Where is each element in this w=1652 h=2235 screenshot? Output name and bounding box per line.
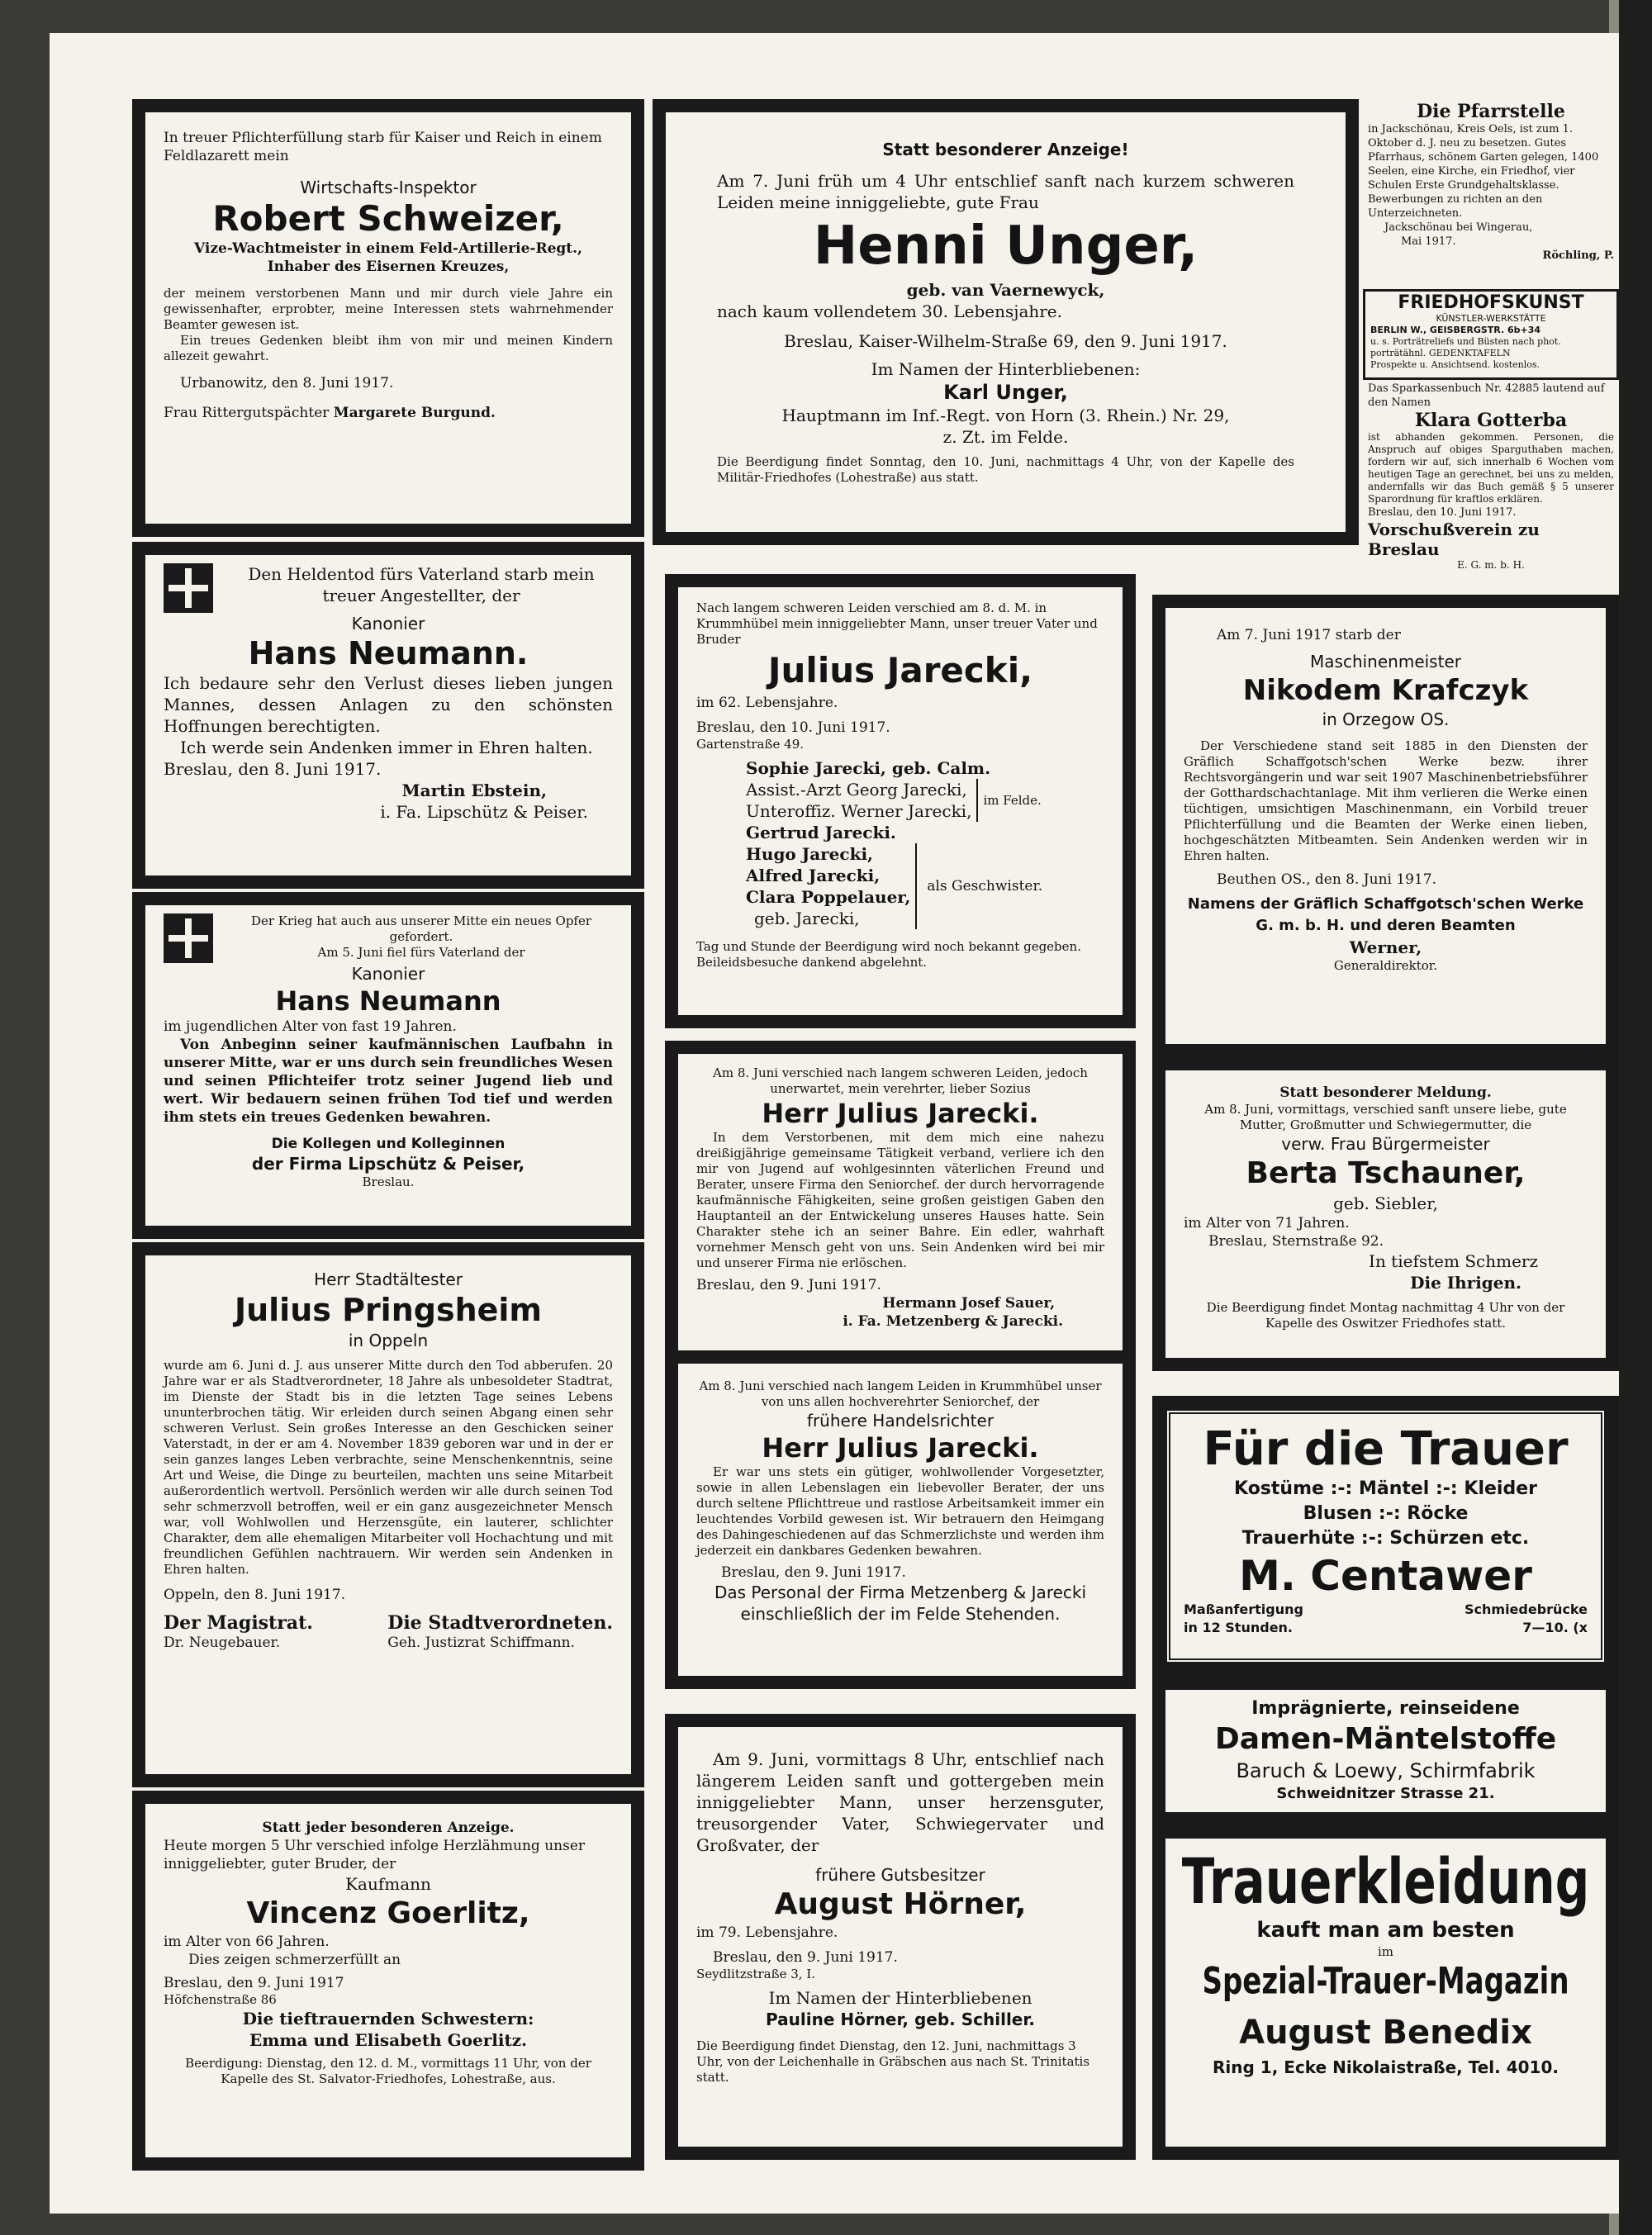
notice-text: Heute morgen 5 Uhr verschied infolge Herzlähmung unser inniggeliebter, guter Bruder, der — [164, 1838, 585, 1872]
notice-place-1: in Orzegow OS. — [1322, 709, 1450, 729]
notice-jarecki-personal — [665, 1350, 1136, 1689]
notice-place: Beuthen OS., den 8. Juni 1917. — [1217, 871, 1437, 888]
ad-header: Trauerkleidung — [1181, 1844, 1590, 1919]
notice-firm: i. Fa. Lipschütz & Peiser. — [380, 802, 588, 822]
notice-signature: Die tieftrauernden Schwestern: — [242, 2009, 534, 2029]
notice-title: frühere Handelsrichter — [806, 1411, 995, 1431]
notice-text: Am 8. Juni, vormittags, verschied sanft unsere liebe, gute Mutter, Großmutter und Schwiegermutter, die — [1204, 1102, 1567, 1132]
family-note-2: als Geschwister. — [927, 878, 1043, 894]
notice-born: geb. van Vaernewyck, — [906, 280, 1105, 300]
notice-signature: Röchling, P. — [1542, 249, 1614, 262]
notice-intro-2: Am 5. Juni fiel fürs Vaterland der — [317, 945, 525, 960]
notice-body: Er war uns stets ein gütiger, wohlwollender Vorgesetzter, sowie in allen Lebenslagen ein liebevoller Berater, der uns durch seltene Pflichttreue und rastlose Arbeitsamkeit immer ein leuchtendes Vorbild gewesen ist. Wir betrauern den Heimgang des Dahingeschiedenen auf das Schmerzlichste und werden ihm jederzeit ein dankbares Gedenken bewahren. — [696, 1464, 1104, 1558]
notice-age: im 79. Lebensjahre. — [696, 1924, 838, 1941]
notice-text-2: Ein treues Gedenken bleibt ihm von mir und meinen Kindern allezeit gewahrt. — [164, 333, 613, 363]
notice-place: Breslau, den 10. Juni 1917. — [696, 719, 890, 736]
notice-line: Im Namen der Hinterbliebenen — [768, 1988, 1032, 2008]
family-member: Clara Poppelauer, — [746, 887, 911, 907]
book-binding — [1619, 0, 1652, 2235]
notice-age: im 62. Lebensjahre. — [696, 695, 838, 711]
notice-title: frühere Gutsbesitzer — [815, 1865, 985, 1885]
ad-baruch-loewy — [1152, 1677, 1619, 1825]
notice-signature: Das Personal der Firma Metzenberg & Jarecki — [714, 1583, 1087, 1602]
ad-centawer — [1152, 1396, 1619, 1677]
notice-text: Am 7. Juni 1917 starb der — [1217, 627, 1401, 643]
notice-signature: Martin Ebstein, — [401, 781, 547, 800]
notice-place: Breslau, Sternstraße 92. — [1208, 1233, 1384, 1250]
notice-schweizer — [132, 99, 644, 537]
signature-name: Margarete Burgund. — [333, 405, 496, 421]
notice-title: Maschinenmeister — [1310, 652, 1461, 671]
ad-line: Spezial-Trauer-Magazin — [1202, 1960, 1569, 2003]
ad-line: KÜNSTLER-WERKSTÄTTE — [1436, 313, 1546, 324]
notice-date: Oppeln, den 8. Juni 1917. — [164, 1587, 346, 1603]
notice-signature: Namens der Gräflich Schaffgotsch'schen Werke — [1187, 895, 1584, 913]
notice-title: Herr Stadtältester — [314, 1269, 463, 1289]
notice-age: im Alter von 71 Jahren. — [1184, 1215, 1350, 1231]
signature-prefix: Frau Rittergutspächter — [164, 405, 330, 421]
iron-cross-icon — [164, 563, 213, 613]
notice-header: Statt besonderer Anzeige! — [882, 140, 1129, 159]
notice-pfarrstelle — [1363, 99, 1619, 289]
notice-place-1: in Oppeln — [348, 1331, 429, 1350]
ad-header: Damen-Mäntelstoffe — [1214, 1722, 1557, 1756]
notice-signature: Vorschußverein zu Breslau — [1368, 520, 1540, 559]
notice-burial: Beerdigung: Dienstag, den 12. d. M., vormittags 11 Uhr, von der Kapelle des St. Salvator-Friedhofes, Lohestraße, aus. — [185, 2056, 591, 2086]
ad-line: u. s. Porträtreliefs und Büsten nach phot. porträtähnl. GEDENKTAFELN — [1370, 336, 1561, 358]
notice-place: Breslau. — [362, 1174, 415, 1189]
ad-line: im — [1377, 1944, 1394, 1959]
notice-intro: Den Heldentod fürs Vaterland starb mein treuer Angestellter, der — [248, 564, 595, 605]
notice-place: Breslau, den 9. Juni 1917. — [721, 1564, 906, 1581]
signature-magistrat: Der Magistrat. — [164, 1612, 313, 1634]
notice-text: Am 8. Juni verschied nach langem Leiden in Krummhübel unser von uns allen hochverehrter Seniorchef, der — [699, 1378, 1102, 1409]
notice-signature: Karl Unger, — [943, 381, 1068, 404]
notice-address: Höfchenstraße 86 — [164, 1992, 277, 2007]
notice-date: Mai 1917. — [1401, 235, 1456, 248]
notice-header: Statt besonderer Meldung. — [1279, 1084, 1492, 1101]
notice-name: Henni Unger, — [813, 216, 1199, 277]
notice-hoerner — [665, 1714, 1136, 2160]
notice-text: Am 7. Juni früh um 4 Uhr entschlief sanft nach kurzem schweren Leiden meine inniggeliebte, gute Frau — [717, 171, 1294, 212]
notice-place: Breslau, den 9. Juni 1917. — [713, 1949, 898, 1966]
notice-firm: i. Fa. Metzenberg & Jarecki. — [843, 1313, 1063, 1330]
notice-signature-2: einschließlich der im Felde Stehenden. — [740, 1604, 1061, 1624]
notice-text: in Jackschönau, Kreis Oels, ist zum 1. Oktober d. J. neu zu besetzen. Gutes Pfarrhaus, schönem Garten gelegen, 1400 Seelen, eine Kirche, ein Friedhof, vier Schulen Erste Grundgehaltsklasse. Bewerbungen zu richten an den Unterzeichneten. — [1368, 123, 1599, 220]
ad-mark: (x — [1573, 1620, 1588, 1635]
family-member: Assist.-Arzt Georg Jarecki, — [746, 780, 967, 800]
family-member: Sophie Jarecki, geb. Calm. — [746, 758, 991, 778]
notice-name: Herr Julius Jarecki. — [762, 1098, 1039, 1129]
notice-signature-2: Emma und Elisabeth Goerlitz. — [249, 2030, 528, 2050]
notice-text: Ich bedaure sehr den Verlust dieses lieben jungen Mannes, dessen Anlagen zu den schönsten Hoffnungen berechtigten. — [164, 673, 613, 736]
notice-line: Dies zeigen schmerzerfüllt an — [188, 1952, 401, 1968]
notice-signature-2: G. m. b. H. und deren Beamten — [1256, 917, 1516, 934]
ad-line: Kostüme :-: Mäntel :-: Kleider — [1234, 1478, 1537, 1499]
signature-magistrat-name: Dr. Neugebauer. — [164, 1635, 281, 1651]
notice-field: z. Zt. im Felde. — [942, 427, 1069, 447]
notice-name: August Hörner, — [774, 1887, 1027, 1921]
notice-title: Kaufmann — [345, 1874, 431, 1894]
ad-line: in 12 Stunden. — [1184, 1620, 1294, 1635]
ad-header: FRIEDHOFSKUNST — [1398, 292, 1584, 313]
notice-signature: Die Kollegen und Kolleginnen — [271, 1136, 506, 1152]
notice-name: Hans Neumann. — [248, 635, 529, 671]
notice-neumann-1 — [132, 542, 644, 889]
notice-age: im jugendlichen Alter von fast 19 Jahren. — [164, 1018, 457, 1035]
newspaper-page — [50, 33, 1619, 2214]
notice-title: Kanonier — [351, 964, 425, 984]
notice-rank: Vize-Wachtmeister in einem Feld-Artillerie-Regt., — [194, 240, 582, 257]
notice-body: Der Verschiedene stand seit 1885 in den Diensten der Gräflich Schaffgotsch'schen Werke bezw. ihrer Rechtsvorgängerin und war seit 1907 Maschinenbetriebsführer der Gotthardschachtanlage. Mit ihm verlieren die Werke einen tüchtigen, umsichtigen Maschinenmann, ein Vorbild treuer Pflichterfüllung und die Beamten der Werke einen lieben, hochgeschätzten Mitbeamten. Sein Andenken werden wir in Ehren halten. — [1184, 738, 1588, 863]
notice-intro: In treuer Pflichterfüllung starb für Kaiser und Reich in einem Feldlazarett mein — [164, 130, 602, 164]
notice-gotterba — [1363, 380, 1619, 570]
notice-burial: Die Beerdigung findet Montag nachmittag 4 Uhr von der Kapelle des Oswitzer Friedhofes statt. — [1206, 1300, 1565, 1331]
family-member: Alfred Jarecki, — [746, 866, 881, 885]
ad-line: BERLIN W., GEISBERGSTR. 6b+34 — [1370, 325, 1541, 335]
notice-signature: Hermann Josef Sauer, — [882, 1295, 1055, 1312]
notice-goerlitz — [132, 1791, 644, 2171]
notice-text: Das Sparkassenbuch Nr. 42885 lautend auf den Namen — [1368, 382, 1605, 409]
notice-signature-3: Werner, — [1349, 937, 1422, 957]
notice-name: Nikodem Krafczyk — [1242, 674, 1529, 707]
notice-name: Vincenz Goerlitz, — [246, 1896, 530, 1930]
notice-neumann-2 — [132, 892, 644, 1239]
notice-age: im Alter von 66 Jahren. — [164, 1934, 330, 1950]
notice-text: Am 9. Juni, vormittags 8 Uhr, entschlief nach längerem Leiden sanft und gottergeben mein inniggeliebter Mann, unser herzensguter, treusorgender Vater, Schwiegervater und Großvater, der — [696, 1749, 1104, 1855]
notice-name: Robert Schweizer, — [212, 198, 564, 239]
notice-name: Julius Pringsheim — [234, 1292, 543, 1328]
notice-name: Herr Julius Jarecki. — [762, 1432, 1039, 1464]
notice-address: Seydlitzstraße 3, I. — [696, 1967, 816, 1981]
notice-signature: Pauline Hörner, geb. Schiller. — [766, 2010, 1035, 2029]
family-member: Gertrud Jarecki. — [746, 823, 896, 842]
ad-benedix — [1152, 1825, 1619, 2160]
notice-tschauner — [1152, 1057, 1619, 1371]
notice-text: Nach langem schweren Leiden verschied am 8. d. M. in Krummhübel mein inniggeliebter Mann, unser treuer Vater und Bruder — [696, 600, 1098, 647]
notice-signature — [164, 404, 613, 422]
notice-firm: der Firma Lipschütz & Peiser, — [251, 1154, 525, 1174]
notice-place: Breslau, Kaiser-Wilhelm-Straße 69, den 9. Juni 1917. — [784, 331, 1227, 351]
notice-jarecki-sozius — [665, 1041, 1136, 1371]
notice-text-2: Ich werde sein Andenken immer in Ehren halten. — [180, 738, 593, 757]
signature-stadtverordnete-name: Geh. Justizrat Schiffmann. — [387, 1635, 576, 1651]
notice-text: Am 8. Juni verschied nach langem schweren Leiden, jedoch unerwartet, mein verehrter, lieber Sozius — [713, 1065, 1088, 1096]
ad-address: Ring 1, Ecke Nikolaistraße, Tel. 4010. — [1213, 2057, 1559, 2077]
notice-line: In tiefstem Schmerz — [1369, 1251, 1538, 1271]
signature-stadtverordnete: Die Stadtverordneten. — [387, 1612, 613, 1634]
notice-place: Urbanowitz, den 8. Juni 1917. — [180, 375, 394, 391]
ad-line: Blusen :-: Röcke — [1303, 1503, 1469, 1524]
notice-born: geb. Siebler, — [1333, 1193, 1438, 1213]
ad-line: Schweidnitzer Strasse 21. — [1276, 1785, 1495, 1802]
ad-line: kauft man am besten — [1256, 1918, 1515, 1943]
notice-header: Die Pfarrstelle — [1417, 101, 1565, 122]
notice-text: Von Anbeginn seiner kaufmännischen Laufbahn in unserer Mitte, war er uns durch sein freundliches Wesen und seinen Pflichteifer trotz seiner Jugend lieb und wert. Wir bedauern seinen frühen Tod tief und werden ihm stets ein treues Gedenken bewahren. — [164, 1037, 613, 1126]
notice-place: Jackschönau bei Wingerau, — [1384, 221, 1533, 234]
ad-header: Für die Trauer — [1203, 1422, 1569, 1476]
notice-signature-4: Generaldirektor. — [1333, 958, 1438, 973]
ad-line: Baruch & Loewy, Schirmfabrik — [1236, 1759, 1536, 1782]
notice-place: Breslau, den 8. Juni 1917. — [164, 759, 382, 779]
ad-line: Imprägnierte, reinseidene — [1251, 1698, 1520, 1719]
notice-name: Julius Jarecki, — [767, 650, 1033, 690]
ad-friedhofskunst — [1363, 289, 1619, 380]
notice-name: Klara Gotterba — [1414, 410, 1568, 431]
notice-place: Breslau, den 9. Juni 1917 — [164, 1975, 344, 1991]
ad-line: Trauerhüte :-: Schürzen etc. — [1241, 1528, 1530, 1549]
family-member: Unteroffiz. Werner Jarecki, — [746, 801, 972, 821]
notice-krafczyk — [1152, 595, 1619, 1057]
family-note: im Felde. — [983, 792, 1042, 808]
notice-title: Wirtschafts-Inspektor — [300, 178, 477, 197]
notice-text: wurde am 6. Juni d. J. aus unserer Mitte durch den Tod abberufen. 20 Jahre war er als Stadtverordneter, 18 Jahre als unbesoldeter Stadtrat, im Dienste der Stadt bis in die letzten Tage seines Lebens ununterbrochen tätig. Wir erleiden durch seinen Abgang einen sehr schweren Verlust. Sein großes Interesse an den Geschicken seiner Vaterstadt, in der er am 4. November 1839 geboren war und in der er sein ganzes langes Leben verbrachte, seine Menschenkenntnis, seine Art und Weise, die Dinge zu beurteilen, machten uns seine Mitarbeit außerordentlich wertvoll. Persönlich werden wir alle durch seinen Tod sehr schmerzvoll betroffen, weil er ein ganz ausgezeichneter Mensch war, voll Wohlwollen und Herzensgüte, ein lauterer, schlichter Charakter, dem alle ehemaligen Mitarbeiter voll Hochachtung und mit freundlichen Gefühlen nachtrauern. Wir werden sein Andenken in Ehren halten. — [164, 1358, 613, 1577]
notice-rank: Hauptmann im Inf.-Regt. von Horn (3. Rhein.) Nr. 29, — [781, 406, 1230, 425]
notice-name: Berta Tschauner, — [1246, 1156, 1526, 1190]
notice-jarecki-family — [665, 574, 1136, 1028]
notice-date: Breslau, den 10. Juni 1917. — [1368, 506, 1517, 519]
notice-burial: Tag und Stunde der Beerdigung wird noch bekannt gegeben. — [696, 939, 1081, 954]
notice-place: Breslau, den 9. Juni 1917. — [696, 1277, 881, 1293]
ad-company-name: M. Centawer — [1239, 1552, 1532, 1600]
notice-signature-2: E. G. m. b. H. — [1457, 559, 1525, 570]
notice-address: Gartenstraße 49. — [696, 737, 805, 752]
ad-line: Maßanfertigung — [1184, 1602, 1303, 1617]
ad-line: Prospekte u. Ansichtsend. kostenlos. — [1370, 359, 1540, 370]
notice-text: der meinem verstorbenen Mann und mir durch viele Jahre ein gewissenhafter, erprobter, meine Interessen stets wahrnehmender Beamter gewesen ist. — [164, 286, 613, 332]
notice-burial-2: Beileidsbesuche dankend abgelehnt. — [696, 955, 928, 970]
notice-burial: Die Beerdigung findet Dienstag, den 12. Juni, nachmittags 3 Uhr, von der Leichenhalle in Gräbschen aus nach St. Trinitatis statt. — [696, 2038, 1090, 2085]
ad-line: Schmiedebrücke — [1464, 1602, 1588, 1617]
notice-intro: Der Krieg hat auch aus unserer Mitte ein neues Opfer gefordert. — [250, 913, 592, 944]
notice-body: ist abhanden gekommen. Personen, die Anspruch auf obiges Sparguthaben machen, fordern wir auf, sich innerhalb 6 Wochen vom heutigen Tage an gerechnet, bei uns zu melden, andernfalls wir das Buch gemäß § 5 unserer Sparordnung für kraftlos erklären. — [1368, 431, 1614, 505]
notice-age: nach kaum vollendetem 30. Lebensjahre. — [717, 301, 1062, 321]
notice-title: verw. Frau Bürgermeister — [1281, 1134, 1490, 1154]
family-member: Hugo Jarecki, — [746, 844, 874, 864]
notice-name: Hans Neumann — [275, 985, 501, 1017]
notice-unger — [653, 99, 1359, 545]
family-member: geb. Jarecki, — [754, 909, 860, 928]
notice-title: Kanonier — [351, 614, 425, 633]
notice-award: Inhaber des Eisernen Kreuzes, — [267, 259, 510, 275]
notice-line: Im Namen der Hinterbliebenen: — [871, 359, 1141, 379]
ad-company-name: August Benedix — [1239, 2014, 1532, 2052]
notice-pringsheim — [132, 1242, 644, 1787]
ad-line — [1464, 1619, 1588, 1637]
notice-header: Statt jeder besonderen Anzeige. — [262, 1820, 515, 1836]
notice-burial: Die Beerdigung findet Sonntag, den 10. Juni, nachmittags 4 Uhr, von der Kapelle des Militär-Friedhofes (Lohestraße) aus statt. — [717, 454, 1294, 485]
notice-signature: Die Ihrigen. — [1410, 1273, 1521, 1293]
notice-body: In dem Verstorbenen, mit dem mich eine nahezu dreißigjährige gemeinsame Tätigkeit verband, verliere ich den mir von Jugend auf wohlgesinnten väterlichen Freund und Berater, unsere Firma den Seniorchef. der durch hervorragende kaufmännische Fähigkeiten, seine großen geistigen Gaben den Hauptanteil an der Entwickelung unseres Hauses hatte. Sein Charakter stehe ich an seiner Bahre. Ein edler, wahrhaft vornehmer Mensch geht von uns. Sein Andenken wird bei mir und unserer Firma nie erlöschen. — [696, 1130, 1104, 1270]
ad-hours: 7—10. — [1522, 1620, 1569, 1635]
iron-cross-icon — [164, 913, 213, 963]
